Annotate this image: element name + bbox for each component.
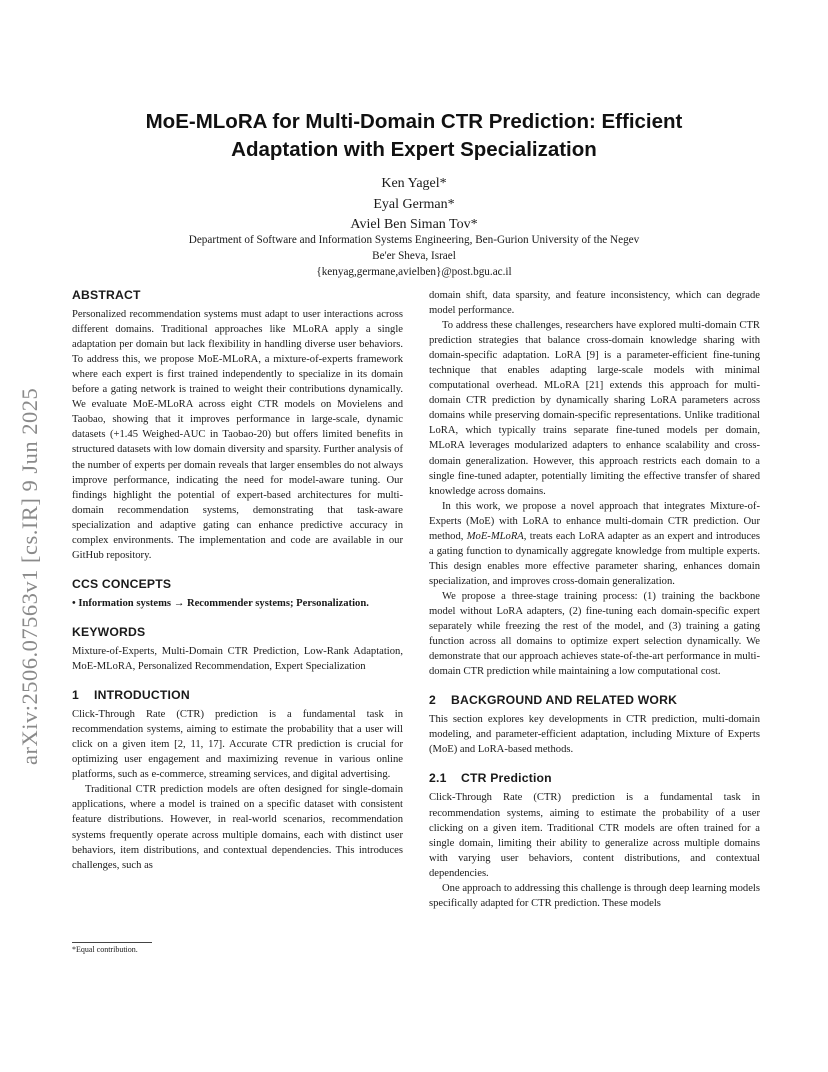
ctr-paragraph-1: Click-Through Rate (CTR) prediction is a fundamental task in recommendation systems, aiming to estimate the probability of a user clicking on a given item. Traditional CTR models are often trained for a single domain, limiting their ability to generalize across multiple domains with varying user behaviors, content distributions, and contextual dependencies.	[429, 792, 760, 879]
title-line-2: Adaptation with Expert Specialization	[231, 138, 597, 161]
author-3: Aviel Ben Siman Tov*	[350, 217, 478, 232]
ccs-heading: CCS CONCEPTS	[72, 576, 172, 591]
abstract-heading: ABSTRACT	[72, 288, 141, 302]
section-2-1-heading	[429, 771, 760, 786]
affiliation-department: Department of Software and Information Systems Engineering, Ben-Gurion University of the Negev	[188, 234, 640, 246]
intro-paragraph-4: To address these challenges, researchers have explored multi-domain CTR prediction strategies that balance cross-domain knowledge sharing with domain-specific adaptation. LoRA [9] is a parameter-efficient fine-tuning technique that enables adapting large-scale models with minimal computational overhead. MLoRA [21] extends this approach for multi-domain CTR prediction by dynamically sharing LoRA parameters across domains while preserving domain-specific representations. Unlike traditional LoRA, which typically trains separate fine-tuned models per domain, MLoRA leverages modularized adapters to enhance scalability and cross-domain generalization. However, this approach restricts each domain to a single fine-tuned adapter, potentially limiting the effective transfer of shared knowledge across domains.	[429, 320, 760, 497]
intro-paragraph-1: Click-Through Rate (CTR) prediction is a fundamental task in recommendation systems, aiming to estimate the probability that a user will click on a given item [2, 11, 17]. Accurate CTR prediction is crucial for optimizing user engagement and maximizing revenue in various online platforms, such as e-commerce, streaming services, and digital advertising.	[72, 709, 403, 781]
author-2: Eyal German*	[373, 196, 455, 212]
background-text: This section explores key developments in CTR prediction, multi-domain modeling, and parameter-efficient adaptation, including Mixture of Experts (MoE) and LoRA-based methods.	[429, 714, 760, 756]
ctr-paragraph-2: One approach to addressing this challenge is through deep learning models specifically adapted for CTR prediction. These models	[429, 882, 760, 909]
intro-paragraph-5	[429, 499, 760, 589]
section-2-1-number: 2.1	[429, 771, 447, 786]
ccs-text: • Information systems → Recommender systems; Personalization.	[72, 597, 369, 609]
keywords-text: Mixture-of-Experts, Multi-Domain CTR Prediction, Low-Rank Adaptation, MoE-MLoRA, Personalized Recommendation, Expert Specialization	[72, 645, 403, 673]
affiliation-email: {kenyag,germane,avielben}@post.bgu.ac.il	[316, 266, 512, 278]
left-column	[72, 288, 403, 873]
right-column	[429, 288, 760, 911]
section-1-heading	[72, 688, 403, 703]
method-name: MoE-MLoRA	[466, 530, 524, 542]
author-1: Ken Yagel*	[381, 176, 447, 191]
author-list	[100, 174, 728, 236]
intro-p5-end: , treats each LoRA adapter as an expert and introduces a gating function to dynamically aggregate knowledge from multiple experts. This design enables more effective parameter sharing, enhances domain specialization, and improves cross-domain generalization.	[429, 530, 760, 587]
paper-title	[80, 108, 748, 164]
footnote-rule	[72, 942, 152, 943]
footnote: *Equal contribution.	[72, 945, 138, 954]
intro-paragraph-6: We propose a three-stage training process: (1) training the backbone model without LoRA adapters, (2) fine-tuning each domain-specific expert separately while freezing the rest of the model, and (3) training a gating function across all domains to optimize expert selection dynamically. We demonstrate that our approach achieves state-of-the-art performance in multi-domain CTR prediction while maintaining a low computational cost.	[429, 590, 760, 678]
title-line-1: MoE-MLoRA for Multi-Domain CTR Prediction: Efficient	[145, 110, 683, 133]
affiliation-city: Be'er Sheva, Israel	[372, 250, 456, 262]
keywords-heading: KEYWORDS	[72, 624, 146, 639]
intro-paragraph-3: domain shift, data sparsity, and feature inconsistency, which can degrade model performance.	[429, 290, 760, 317]
affiliation	[100, 232, 728, 280]
section-1-number: 1	[72, 688, 79, 703]
section-2-1-title: CTR Prediction	[461, 771, 552, 786]
arxiv-stamp: arXiv:2506.07563v1 [cs.IR] 9 Jun 2025	[17, 387, 42, 765]
section-1-title: INTRODUCTION	[94, 688, 190, 703]
abstract-text: Personalized recommendation systems must adapt to user interactions across different domains. Traditional approaches like MLoRA apply a single adaptation per domain but lack flexibility in handling diverse user behaviors. To address this, we propose MoE-MLoRA, a mixture-of-experts framework where each expert is first trained independently to specialize in its domain before a gating network is trained to weight their contributions dynamically. We evaluate MoE-MLoRA across eight CTR models on Movielens and Taobao, showing that it improves performance in large-scale, dynamic datasets (+1.45 Weighed-AUC in Taobao-20) but offers limited benefits in structured datasets with low domain diversity and sparsity. Further analysis of the number of experts per domain reveals that larger ensembles do not always improve performance, indicating the need for model-aware tuning. Our findings highlight the potential of expert-based architectures for multi-domain recommendation systems, demonstrating that task-aware specialization and adaptive gating can enhance predictive accuracy in complex environments. The implementation and code are available in our GitHub repository.	[72, 309, 403, 561]
section-2-number: 2	[429, 693, 436, 708]
intro-p5-start: In this work, we propose a novel approach that integrates Mixture-of-Experts (MoE) with LoRA to enhance multi-domain CTR prediction. Our method,	[429, 500, 760, 542]
intro-paragraph-2: Traditional CTR prediction models are often designed for single-domain applications, where a model is trained on a specific dataset with consistent feature distributions. However, in real-world scenarios, recommendation systems frequently operate across multiple domains, each with distinct user behaviors, item distributions, and contextual dependencies. This introduces challenges, such as	[72, 784, 403, 871]
section-2-title: BACKGROUND AND RELATED WORK	[451, 693, 678, 708]
section-2-heading	[429, 693, 760, 708]
